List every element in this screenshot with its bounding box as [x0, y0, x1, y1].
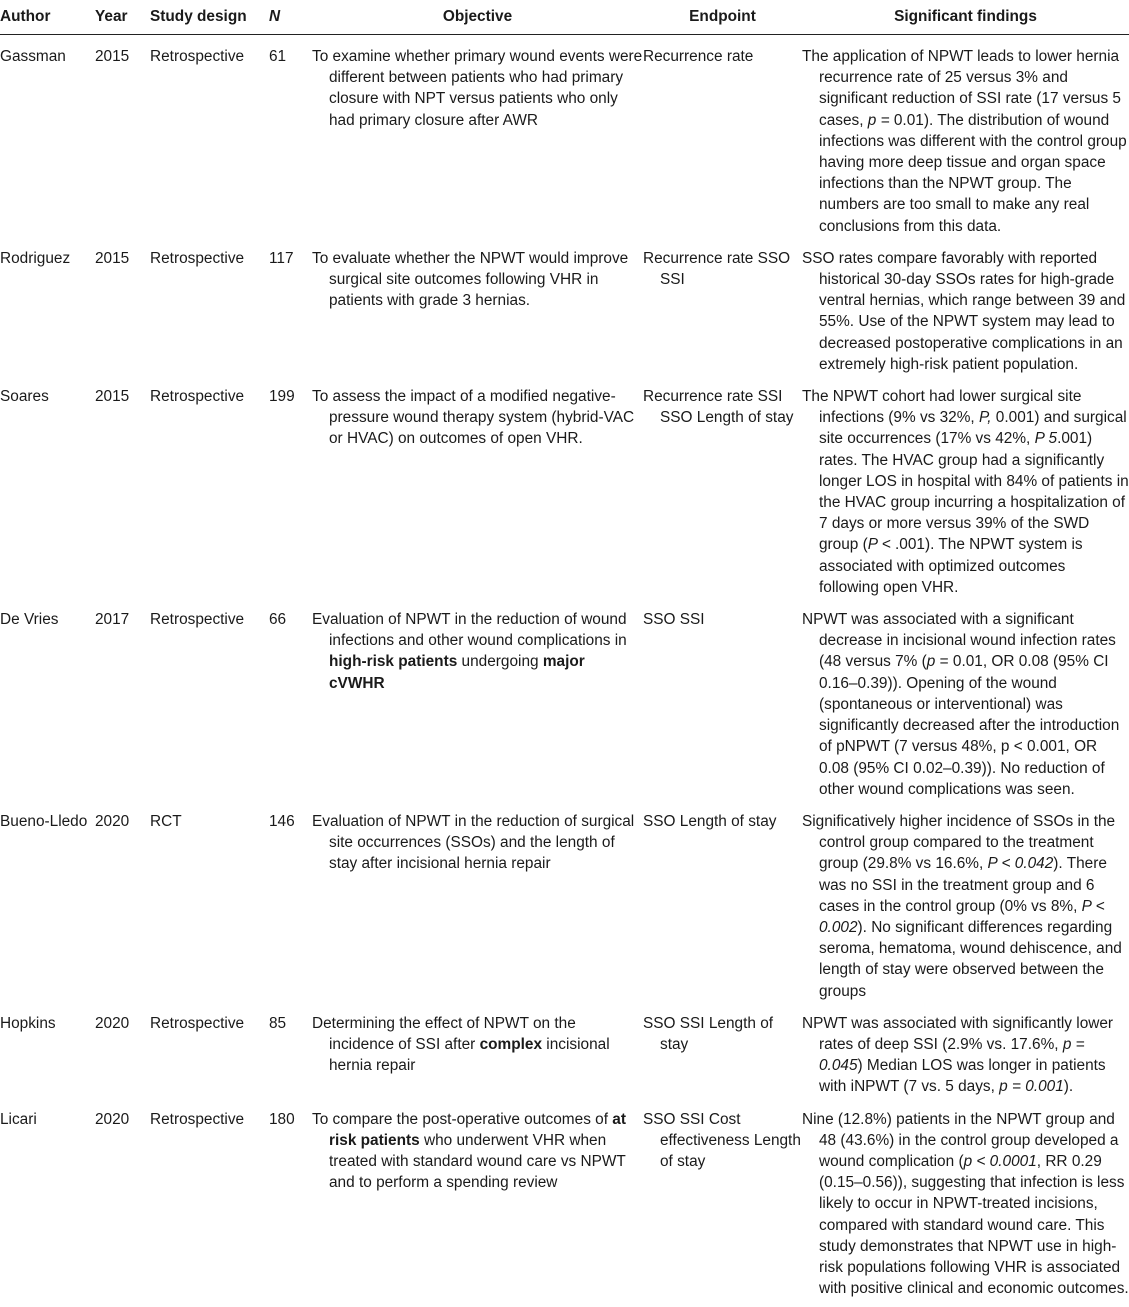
- cell-n: 66: [269, 611, 287, 629]
- cell-study-design: Retrospective: [150, 1014, 245, 1032]
- cell-significant-findings: NPWT was associated with a significant decrease in incisional wound infection rates (48 versus 7% (p = 0.01, OR 0.08 (95% CI 0.16–0.39)). Opening of the wound (spontaneous or interventional) was significantly decreased after the introduction of pNPWT (7 versus 48%, p < 0.001, OR 0.08 (95% CI 0.02–0.39)). No reduction of other wound complications was seen.: [802, 611, 1120, 798]
- cell-n: 199: [269, 388, 295, 406]
- header-author: Author: [0, 0, 95, 35]
- cell-significant-findings: The NPWT cohort had lower surgical site infections (9% vs 32%, P, 0.001) and surgical site occurrences (17% vs 42%, P 5.001) rates. The HVAC group had a significantly longer LOS in hospital with 84% of patients in the HVAC group incurring a hospitalization of 7 days or more versus 39% of the SWD group (P < .001). The NPWT system is associated with optimized outcomes following open VHR.: [802, 388, 1129, 596]
- cell-study-design: Retrospective: [150, 1110, 245, 1128]
- header-year: Year: [95, 0, 150, 35]
- cell-significant-findings: SSO rates compare favorably with reported historical 30-day SSOs rates for high-grade ventral hernias, which range between 39 and 55%. Use of the NPWT system may lead to decreased postoperative complications in an extremely high-risk patient population.: [802, 249, 1126, 373]
- cell-study-design: Retrospective: [150, 249, 245, 267]
- cell-n: 61: [269, 48, 287, 65]
- header-n: N: [269, 0, 312, 35]
- cell-significant-findings: Significatively higher incidence of SSOs in the control group compared to the treatment group (29.8% vs 16.6%, P < 0.042). There was no SSI in the treatment group and 6 cases in the control group (0% vs 8%, P < 0.002). No significant differences regarding seroma, hematoma, wound dehiscence, and length of stay were observed between the groups: [802, 812, 1122, 1000]
- cell-author: Soares: [0, 388, 49, 406]
- cell-endpoint: SSO SSI Cost effectiveness Length of stay: [643, 1110, 801, 1170]
- cell-endpoint: Recurrence rate SSI SSO Length of stay: [643, 388, 794, 427]
- cell-significant-findings: Nine (12.8%) patients in the NPWT group and 48 (43.6%) in the control group developed a wound complication (p < 0.0001, RR 0.29 (0.15–0.56)), suggesting that infection is less likely to occur in NPWT-treated incisions, compared with standard wound care. This study demonstrates that NPWT use in high-risk populations following VHR is associated with positive clinical and economic outcomes.: [802, 1110, 1129, 1298]
- table-row: [0, 1098, 1129, 1300]
- cell-author: Rodriguez: [0, 249, 71, 267]
- header-significant-findings: Significant findings: [802, 0, 1129, 35]
- cell-study-design: RCT: [150, 812, 182, 830]
- table-row: [0, 237, 1129, 375]
- cell-year: 2020: [95, 1110, 130, 1128]
- cell-n: 117: [269, 249, 294, 267]
- cell-author: De Vries: [0, 611, 59, 629]
- cell-significant-findings: The application of NPWT leads to lower hernia recurrence rate of 25 versus 3% and significant reduction of SSI rate (17 versus 5 cases, p = 0.01). The distribution of wound infections was different with the control group having more deep tissue and organ space infections than the NPWT group. The numbers are too small to make any real conclusions from this data.: [802, 48, 1127, 235]
- cell-objective: Determining the effect of NPWT on the incidence of SSI after complex incisional hernia repair: [312, 1014, 610, 1075]
- table-row: [0, 800, 1129, 1002]
- cell-author: Hopkins: [0, 1014, 56, 1032]
- cell-n: 146: [269, 812, 295, 830]
- table-row: [0, 1002, 1129, 1098]
- cell-endpoint: Recurrence rate SSO SSI: [643, 249, 791, 289]
- cell-study-design: Retrospective: [150, 388, 245, 406]
- cell-significant-findings: NPWT was associated with significantly lower rates of deep SSI (2.9% vs. 17.6%, p = 0.045) Median LOS was longer in patients with iNPWT (7 vs. 5 days, p = 0.001).: [802, 1014, 1114, 1096]
- table-row: [0, 35, 1129, 237]
- cell-endpoint: SSO SSI Length of stay: [643, 1014, 774, 1053]
- cell-objective: To examine whether primary wound events were different between patients who had primary closure with NPT versus patients who only had primary closure after AWR: [312, 48, 643, 129]
- header-objective: Objective: [312, 0, 643, 35]
- cell-objective: To evaluate whether the NPWT would improve surgical site outcomes following VHR in patients with grade 3 hernias.: [312, 249, 629, 310]
- table-body: [0, 35, 1129, 1300]
- cell-n: 180: [269, 1110, 295, 1128]
- header-study-design: Study design: [150, 0, 269, 35]
- cell-objective: To compare the post-operative outcomes of at risk patients who underwent VHR when treated with standard wound care vs NPWT and to perform a spending review: [312, 1110, 626, 1192]
- cell-year: 2015: [95, 48, 130, 65]
- header-row: [0, 0, 1129, 35]
- cell-objective: Evaluation of NPWT in the reduction of wound infections and other wound complications in high-risk patients undergoing major cVWHR: [312, 611, 627, 692]
- cell-year: 2020: [95, 1014, 130, 1032]
- cell-author: Gassman: [0, 48, 66, 65]
- cell-study-design: Retrospective: [150, 48, 245, 65]
- cell-year: 2020: [95, 812, 130, 830]
- cell-endpoint: SSO Length of stay: [643, 812, 777, 830]
- cell-objective: To assess the impact of a modified negative-pressure wound therapy system (hybrid-VAC or HVAC) on outcomes of open VHR.: [312, 388, 635, 448]
- cell-study-design: Retrospective: [150, 611, 245, 629]
- cell-endpoint: Recurrence rate: [643, 48, 754, 65]
- cell-n: 85: [269, 1014, 287, 1032]
- cell-year: 2015: [95, 388, 130, 406]
- cell-endpoint: SSO SSI: [643, 611, 705, 629]
- cell-author: Licari: [0, 1110, 37, 1128]
- header-endpoint: Endpoint: [643, 0, 802, 35]
- table-row: [0, 375, 1129, 598]
- cell-objective: Evaluation of NPWT in the reduction of surgical site occurrences (SSOs) and the length of stay after incisional hernia repair: [312, 812, 635, 873]
- cell-year: 2017: [95, 611, 130, 629]
- cell-year: 2015: [95, 249, 130, 267]
- table-row: [0, 598, 1129, 800]
- cell-author: Bueno-Lledo: [0, 812, 88, 830]
